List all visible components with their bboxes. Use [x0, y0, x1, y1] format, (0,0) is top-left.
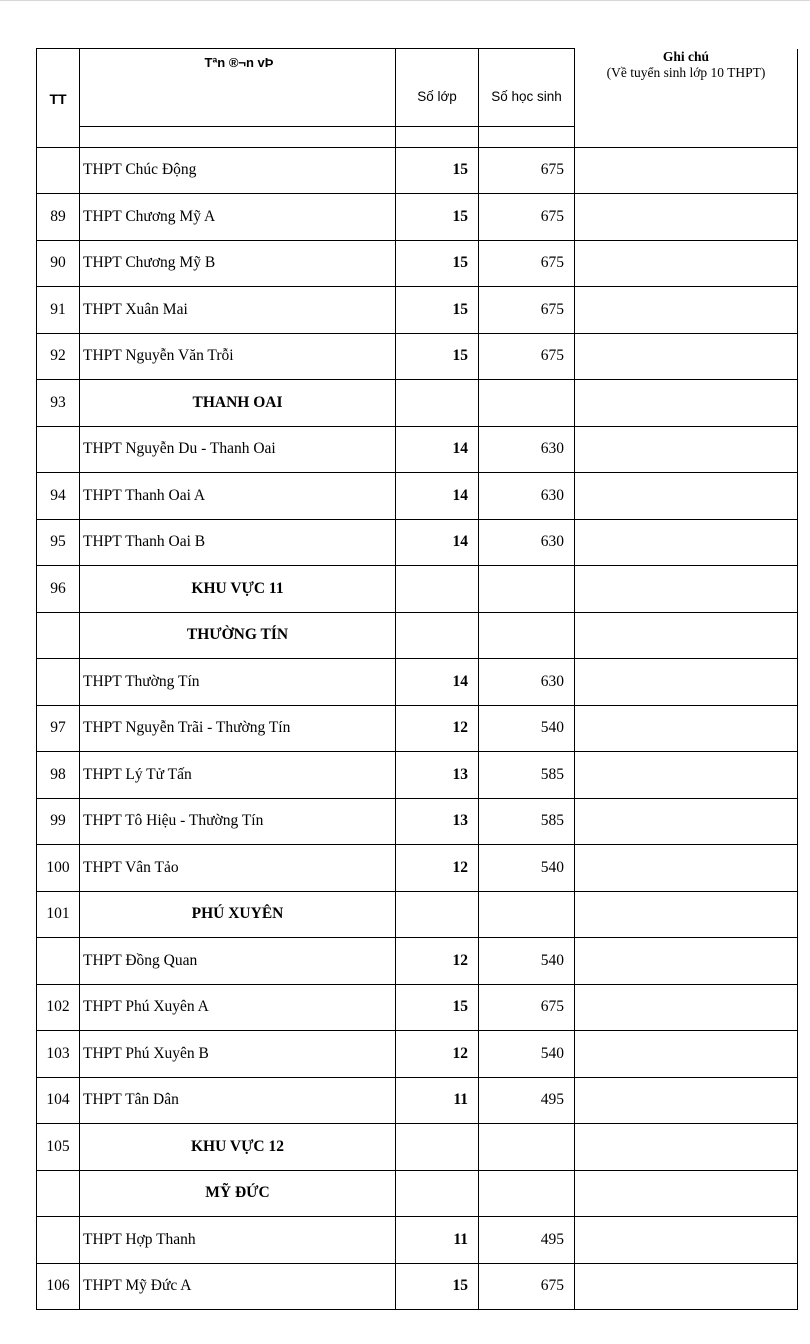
cell-tt: 104 [37, 1077, 80, 1124]
table-row [37, 1031, 798, 1078]
section-row [37, 891, 798, 938]
cell-classes [396, 1170, 479, 1217]
cell-classes [396, 566, 479, 613]
cell-tt [37, 1217, 80, 1264]
cell-notes [575, 612, 798, 659]
cell-classes: 15 [396, 147, 479, 194]
table-row [37, 752, 798, 799]
cell-tt: 103 [37, 1031, 80, 1078]
table-row [37, 845, 798, 892]
cell-school-name: THPT Chương Mỹ A [80, 194, 396, 241]
spacer-cell [479, 126, 575, 147]
cell-students [479, 566, 575, 613]
cell-notes [575, 705, 798, 752]
cell-classes: 14 [396, 473, 479, 520]
table-row [37, 938, 798, 985]
cell-students [479, 1170, 575, 1217]
cell-students [479, 380, 575, 427]
cell-school-name: THPT Vân Tảo [80, 845, 396, 892]
spacer-cell [80, 126, 396, 147]
school-table [36, 48, 798, 1310]
cell-classes: 12 [396, 1031, 479, 1078]
cell-students: 675 [479, 1263, 575, 1310]
cell-notes [575, 1263, 798, 1310]
cell-notes [575, 566, 798, 613]
cell-tt: 100 [37, 845, 80, 892]
cell-school-name: THPT Hợp Thanh [80, 1217, 396, 1264]
cell-school-name: THPT Thanh Oai B [80, 519, 396, 566]
cell-classes: 14 [396, 519, 479, 566]
table-row [37, 659, 798, 706]
cell-students: 540 [479, 845, 575, 892]
table-row [37, 426, 798, 473]
cell-tt [37, 426, 80, 473]
cell-notes [575, 984, 798, 1031]
cell-tt [37, 659, 80, 706]
cell-tt [37, 147, 80, 194]
cell-tt: 99 [37, 798, 80, 845]
cell-notes [575, 752, 798, 799]
table-row [37, 519, 798, 566]
header-classes: Số lớp [396, 49, 479, 127]
cell-tt: 89 [37, 194, 80, 241]
table-row [37, 333, 798, 380]
table-row [37, 798, 798, 845]
cell-classes [396, 891, 479, 938]
cell-students: 495 [479, 1217, 575, 1264]
cell-classes: 11 [396, 1217, 479, 1264]
cell-classes: 11 [396, 1077, 479, 1124]
cell-school-name: THPT Chúc Động [80, 147, 396, 194]
cell-classes: 14 [396, 426, 479, 473]
cell-section-name: MỸ ĐỨC [80, 1170, 396, 1217]
table-body [37, 49, 798, 1310]
cell-students: 540 [479, 705, 575, 752]
cell-notes [575, 333, 798, 380]
cell-classes: 15 [396, 984, 479, 1031]
cell-notes [575, 845, 798, 892]
table-row [37, 1077, 798, 1124]
cell-notes [575, 1170, 798, 1217]
table-row [37, 473, 798, 520]
cell-classes [396, 1124, 479, 1171]
cell-tt: 98 [37, 752, 80, 799]
header-name: Tªn ®¬n vÞ [80, 49, 396, 127]
cell-students: 630 [479, 659, 575, 706]
header-notes-subtitle: (Về tuyển sinh lớp 10 THPT) [606, 64, 766, 80]
cell-students: 495 [479, 1077, 575, 1124]
cell-students [479, 1124, 575, 1171]
table-row [37, 147, 798, 194]
spacer-cell [575, 126, 798, 147]
cell-notes [575, 891, 798, 938]
cell-notes [575, 1217, 798, 1264]
cell-school-name: THPT Nguyễn Trãi - Thường Tín [80, 705, 396, 752]
cell-classes: 15 [396, 1263, 479, 1310]
table-row [37, 194, 798, 241]
cell-classes: 12 [396, 938, 479, 985]
cell-notes [575, 473, 798, 520]
cell-classes: 13 [396, 752, 479, 799]
header-notes-title: Ghi chú [662, 48, 710, 64]
cell-notes [575, 380, 798, 427]
cell-students: 540 [479, 1031, 575, 1078]
cell-classes: 12 [396, 705, 479, 752]
cell-tt: 90 [37, 240, 80, 287]
cell-section-name: KHU VỰC 11 [80, 566, 396, 613]
cell-school-name: THPT Thanh Oai A [80, 473, 396, 520]
cell-tt: 91 [37, 287, 80, 334]
cell-students: 630 [479, 426, 575, 473]
cell-school-name: THPT Đồng Quan [80, 938, 396, 985]
section-row [37, 1124, 798, 1171]
cell-tt: 106 [37, 1263, 80, 1310]
cell-notes [575, 1124, 798, 1171]
cell-classes [396, 380, 479, 427]
cell-notes [575, 240, 798, 287]
header-students: Số học sinh [479, 49, 575, 127]
cell-tt: 93 [37, 380, 80, 427]
cell-notes [575, 287, 798, 334]
cell-tt: 96 [37, 566, 80, 613]
cell-classes: 15 [396, 333, 479, 380]
cell-classes: 15 [396, 287, 479, 334]
cell-notes [575, 426, 798, 473]
cell-students: 675 [479, 240, 575, 287]
cell-tt: 97 [37, 705, 80, 752]
cell-school-name: THPT Phú Xuyên B [80, 1031, 396, 1078]
cell-school-name: THPT Nguyễn Du - Thanh Oai [80, 426, 396, 473]
header-tt: TT [37, 49, 80, 127]
cell-tt [37, 1170, 80, 1217]
cell-school-name: THPT Mỹ Đức A [80, 1263, 396, 1310]
cell-notes [575, 1031, 798, 1078]
cell-students: 585 [479, 798, 575, 845]
cell-students: 585 [479, 752, 575, 799]
cell-school-name: THPT Xuân Mai [80, 287, 396, 334]
page-top-border [0, 0, 810, 1]
cell-classes: 12 [396, 845, 479, 892]
table-row [37, 287, 798, 334]
cell-tt: 94 [37, 473, 80, 520]
table-row [37, 705, 798, 752]
cell-school-name: THPT Phú Xuyên A [80, 984, 396, 1031]
cell-school-name: THPT Lý Tử Tấn [80, 752, 396, 799]
cell-notes [575, 1077, 798, 1124]
cell-classes [396, 612, 479, 659]
cell-section-name: THƯỜNG TÍN [80, 612, 396, 659]
section-row [37, 1170, 798, 1217]
table-row [37, 984, 798, 1031]
cell-section-name: PHÚ XUYÊN [80, 891, 396, 938]
cell-notes [575, 194, 798, 241]
cell-section-name: KHU VỰC 12 [80, 1124, 396, 1171]
cell-school-name: THPT Nguyễn Văn Trỗi [80, 333, 396, 380]
cell-students: 675 [479, 333, 575, 380]
section-row [37, 380, 798, 427]
cell-classes: 13 [396, 798, 479, 845]
table-row [37, 1217, 798, 1264]
cell-section-name: THANH OAI [80, 380, 396, 427]
table-row [37, 240, 798, 287]
section-row [37, 612, 798, 659]
cell-notes [575, 147, 798, 194]
cell-notes [575, 798, 798, 845]
cell-students [479, 891, 575, 938]
cell-notes [575, 659, 798, 706]
cell-tt: 105 [37, 1124, 80, 1171]
table-row [37, 1263, 798, 1310]
cell-tt: 95 [37, 519, 80, 566]
table-header-row [37, 49, 798, 127]
cell-tt: 101 [37, 891, 80, 938]
cell-tt [37, 938, 80, 985]
cell-tt [37, 612, 80, 659]
cell-notes [575, 519, 798, 566]
cell-classes: 15 [396, 240, 479, 287]
cell-school-name: THPT Tân Dân [80, 1077, 396, 1124]
cell-classes: 14 [396, 659, 479, 706]
section-row [37, 566, 798, 613]
cell-students: 540 [479, 938, 575, 985]
spacer-cell [37, 126, 80, 147]
cell-tt: 102 [37, 984, 80, 1031]
cell-school-name: THPT Chương Mỹ B [80, 240, 396, 287]
cell-students: 675 [479, 194, 575, 241]
cell-students: 675 [479, 287, 575, 334]
cell-students: 675 [479, 984, 575, 1031]
cell-tt: 92 [37, 333, 80, 380]
spacer-cell [396, 126, 479, 147]
cell-notes [575, 938, 798, 985]
cell-students: 630 [479, 473, 575, 520]
header-notes [575, 49, 798, 127]
cell-students: 630 [479, 519, 575, 566]
cell-students: 675 [479, 147, 575, 194]
table-header-spacer-row [37, 126, 798, 147]
cell-school-name: THPT Thường Tín [80, 659, 396, 706]
cell-students [479, 612, 575, 659]
cell-classes: 15 [396, 194, 479, 241]
cell-school-name: THPT Tô Hiệu - Thường Tín [80, 798, 396, 845]
